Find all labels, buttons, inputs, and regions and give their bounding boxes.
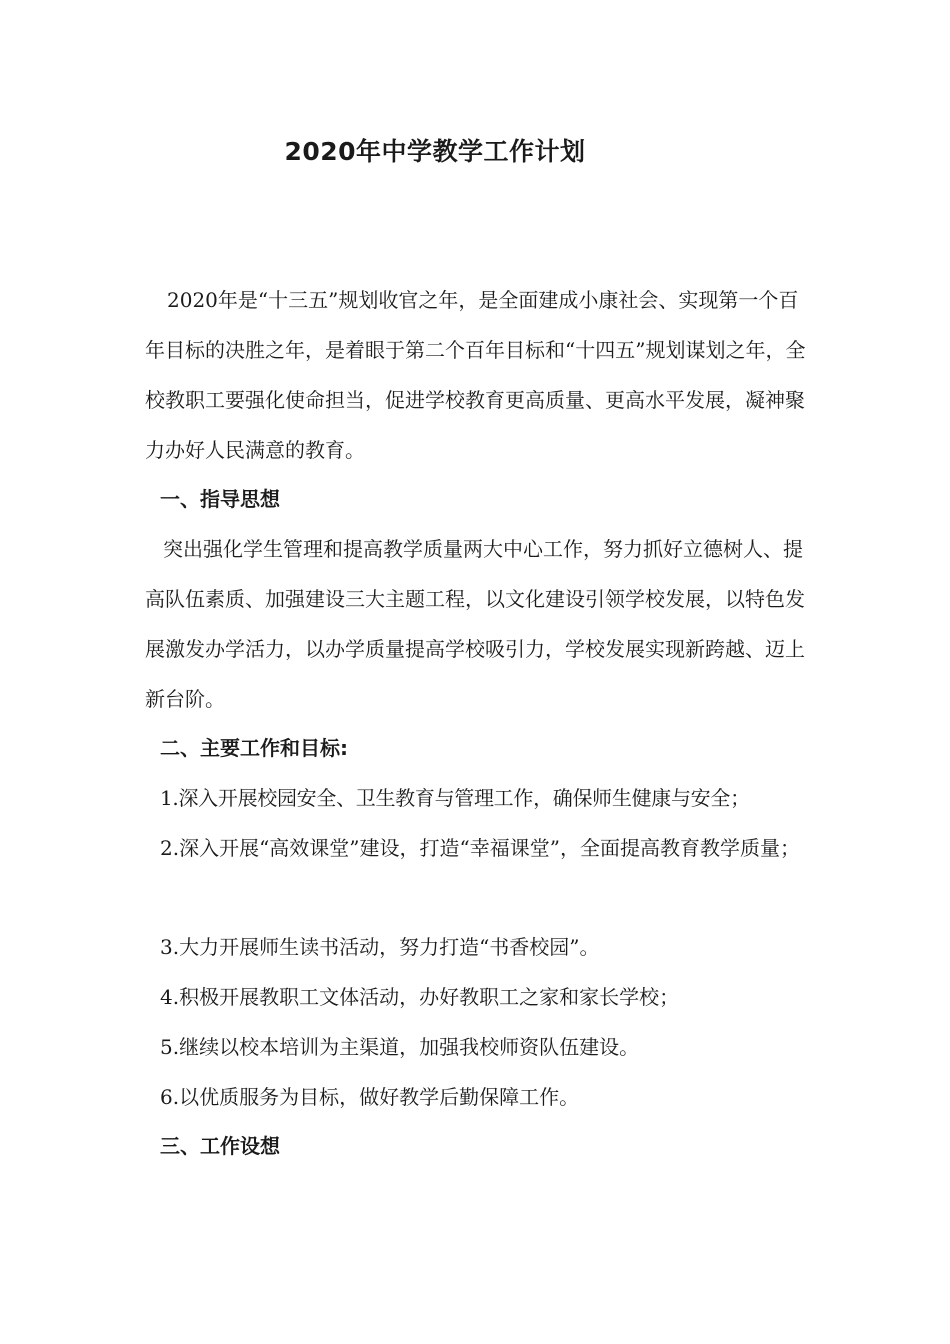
intro-paragraph: 2020年是“十三五”规划收官之年，是全面建成小康社会、实现第一个百年目标的决胜之年，是着眼于第二个百年目标和“十四五”规划谋划之年，全校教职工要强化使命担当，促进学校教育更高质量、更高水平发展，凝神聚力办好人民满意的教育。 bbox=[145, 288, 806, 462]
document-title: 2020年中学教学工作计划 bbox=[284, 137, 586, 166]
goal-item-5: 5.继续以校本培训为主渠道，加强我校师资队伍建设。 bbox=[160, 1035, 640, 1059]
goal-item-4: 4.积极开展教职工文体活动，办好教职工之家和家长学校； bbox=[160, 985, 680, 1009]
guiding-ideology-paragraph: 突出强化学生管理和提高教学质量两大中心工作，努力抓好立德树人、提高队伍素质、加强建设三大主题工程，以文化建设引领学校发展，以特色发展激发办学活力，以办学质量提高学校吸引力，学校发展实现新跨越、迈上新台阶。 bbox=[145, 537, 805, 711]
goal-item-6: 6.以优质服务为目标，做好教学后勤保障工作。 bbox=[160, 1085, 580, 1109]
goal-item-2: 2.深入开展“高效课堂”建设，打造“幸福课堂”，全面提高教育教学质量； bbox=[160, 836, 800, 860]
section-heading-main-work-goals: 二、主要工作和目标: bbox=[160, 736, 348, 760]
goal-item-1: 1.深入开展校园安全、卫生教育与管理工作，确保师生健康与安全； bbox=[160, 786, 750, 810]
section-heading-guiding-ideology: 一、指导思想 bbox=[160, 487, 280, 511]
goal-item-3: 3.大力开展师生读书活动，努力打造“书香校园”。 bbox=[160, 935, 600, 959]
section-heading-work-plan: 三、工作设想 bbox=[160, 1134, 280, 1158]
